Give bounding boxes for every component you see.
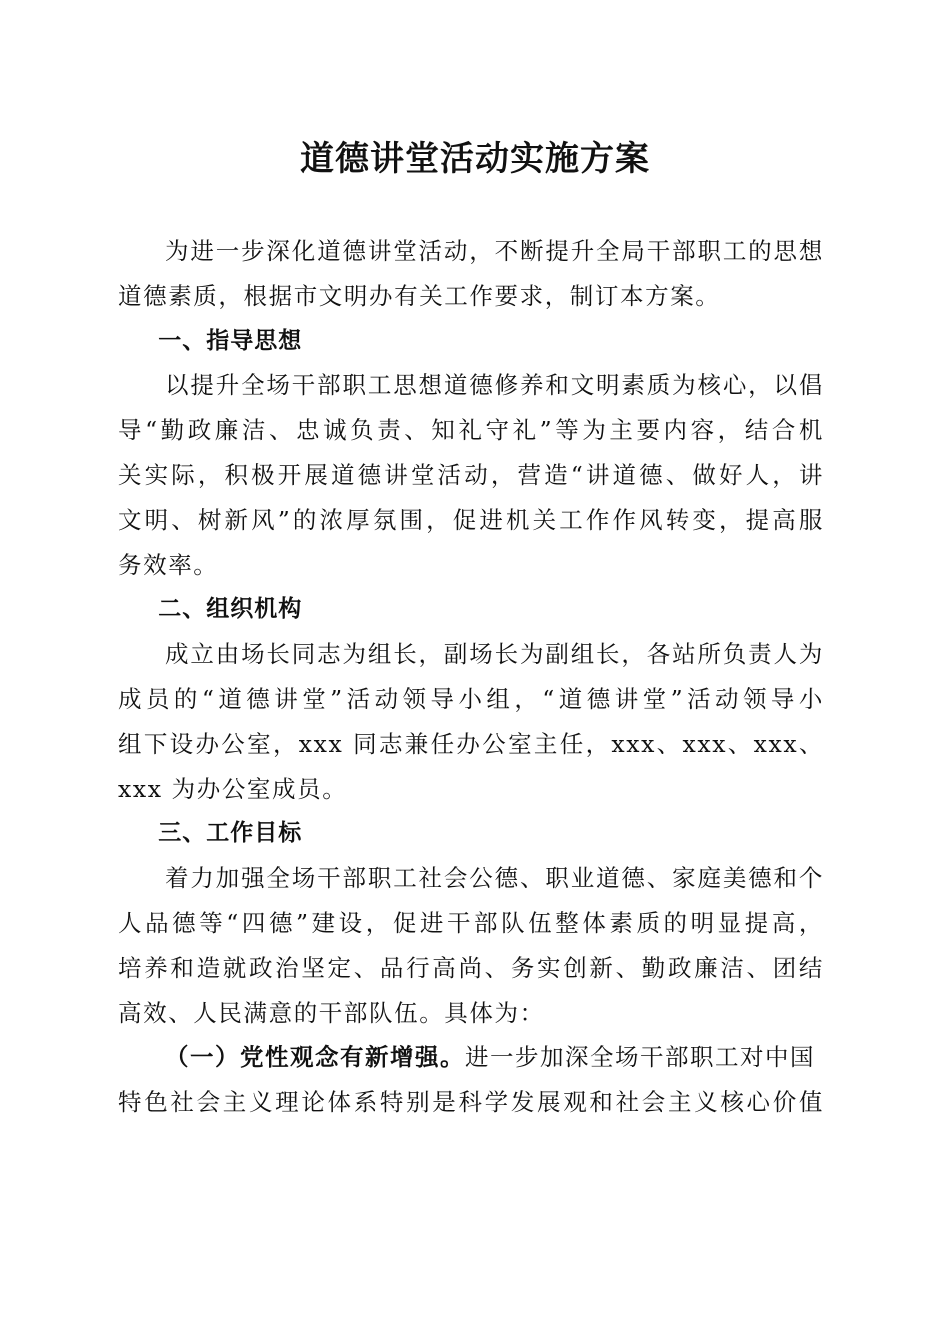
paragraph-line: 关实际，积极开展道德讲堂活动，营造“讲道德、做好人，讲 — [118, 460, 824, 489]
sub-item-line — [118, 1035, 824, 1080]
paragraph-line: 高效、人民满意的干部队伍。具体为： — [118, 998, 545, 1027]
section-heading-organization: 二、组织机构 — [158, 596, 303, 623]
section2-paragraph — [118, 632, 824, 811]
sub-item-lead: （一）党性观念有新增强。 — [165, 1043, 465, 1072]
paragraph-line: 成员的“道德讲堂”活动领导小组，“道德讲堂”活动领导小 — [118, 684, 824, 713]
document-body — [118, 229, 824, 1125]
document-title: 道德讲堂活动实施方案 — [300, 139, 650, 179]
sub-item-text: 进一步加深全场干部职工对中国 — [465, 1043, 815, 1072]
paragraph-line: 成立由场长同志为组长，副场长为副组长，各站所负责人为 — [165, 640, 824, 669]
paragraph-line: 组下设办公室，xxx 同志兼任办公室主任，xxx、xxx、xxx、 — [118, 729, 824, 758]
intro-line: 为进一步深化道德讲堂活动，不断提升全局干部职工的思想 — [165, 237, 824, 265]
section1-paragraph — [118, 363, 824, 587]
section-heading-work-goals: 三、工作目标 — [158, 820, 303, 847]
paragraph-line: 培养和造就政治坚定、品行高尚、务实创新、勤政廉洁、团结 — [118, 953, 824, 982]
section-heading-guiding-ideology: 一、指导思想 — [158, 327, 303, 354]
paragraph-line: 特色社会主义理论体系特别是科学发展观和社会主义核心价值 — [118, 1088, 824, 1117]
paragraph-line: 着力加强全场干部职工社会公德、职业道德、家庭美德和个 — [165, 864, 824, 893]
paragraph-line: 务效率。 — [118, 550, 219, 579]
paragraph-line: 以提升全场干部职工思想道德修养和文明素质为核心，以倡 — [165, 371, 824, 400]
intro-paragraph — [118, 229, 824, 319]
paragraph-line: 导“勤政廉洁、忠诚负责、知礼守礼”等为主要内容，结合机 — [118, 416, 824, 445]
paragraph-line: xxx 为办公室成员。 — [118, 774, 348, 803]
section3-paragraph — [118, 856, 824, 1125]
paragraph-line: 文明、树新风”的浓厚氛围，促进机关工作作风转变，提高服 — [118, 505, 824, 534]
intro-line: 道德素质，根据市文明办有关工作要求，制订本方案。 — [118, 281, 721, 310]
paragraph-line: 人品德等“四德”建设，促进干部队伍整体素质的明显提高， — [118, 908, 824, 937]
